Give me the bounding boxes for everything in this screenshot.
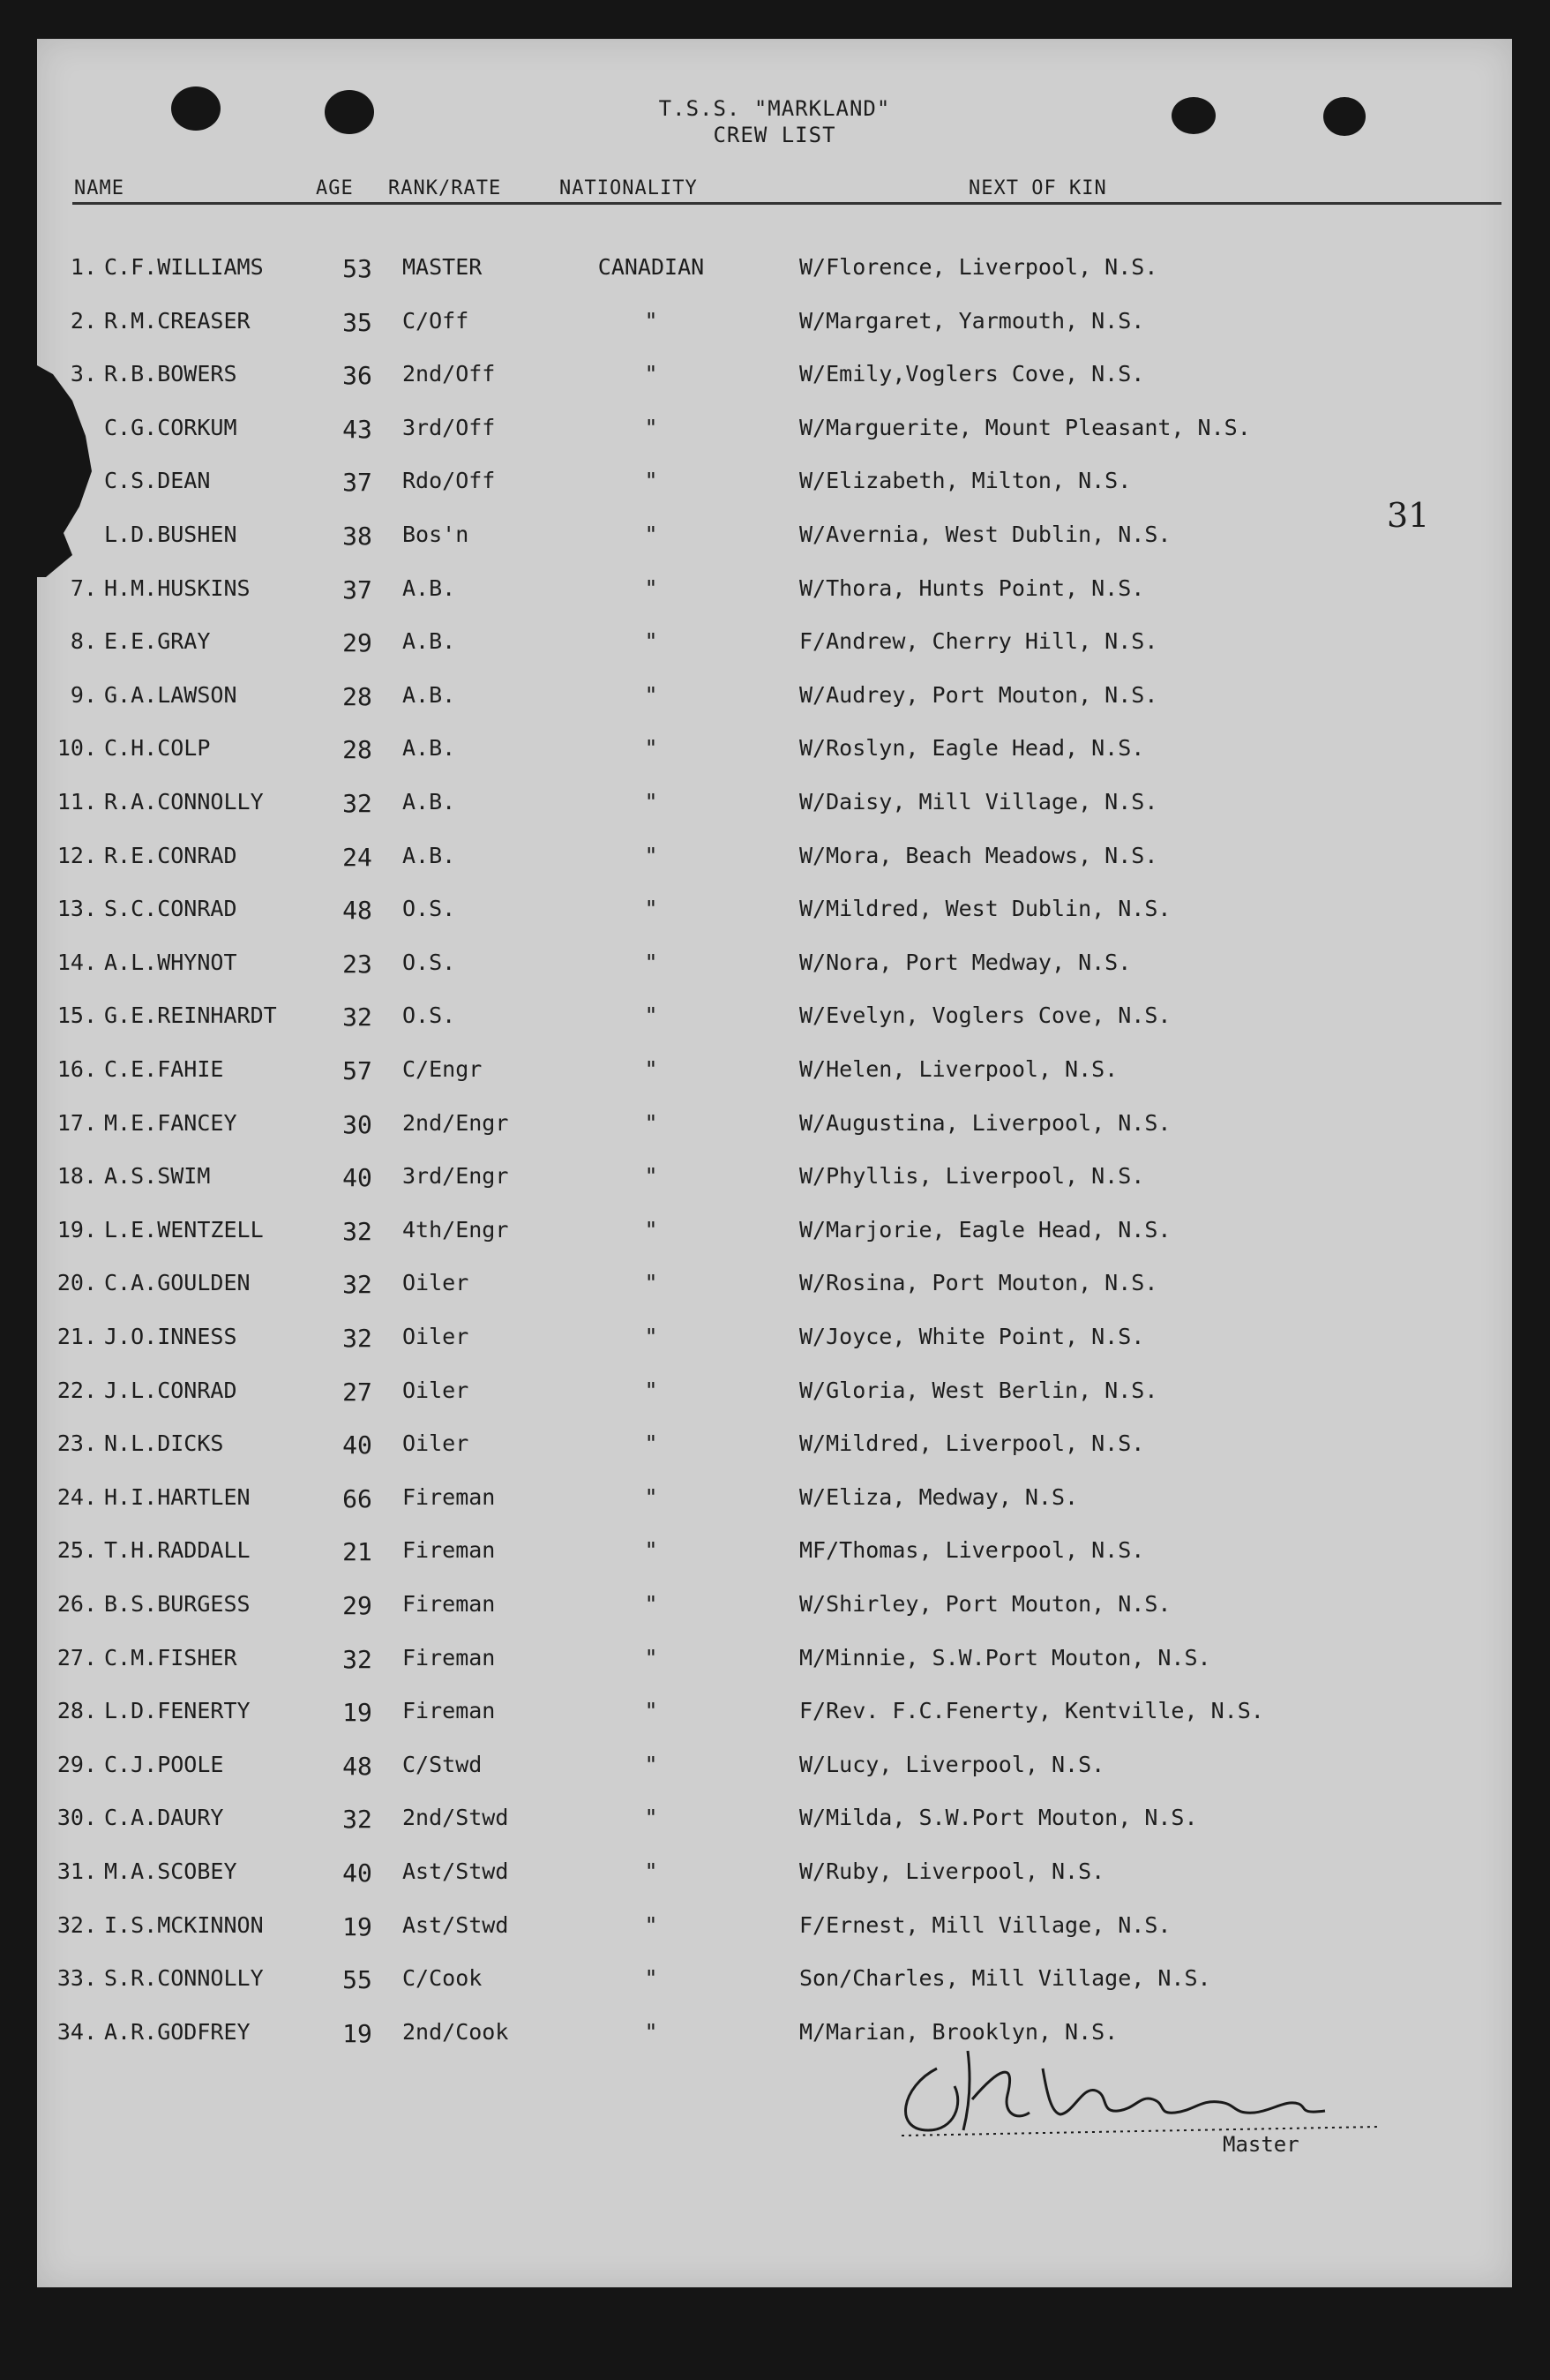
crew-name: E.E.GRAY <box>104 628 211 655</box>
crew-number: 33. <box>56 1965 97 1992</box>
crew-name: C.E.FAHIE <box>104 1056 224 1082</box>
crew-name: G.E.REINHARDT <box>104 1002 277 1029</box>
crew-name: S.C.CONRAD <box>104 896 237 922</box>
crew-age: 32 <box>342 1324 372 1353</box>
crew-nationality: " <box>644 468 658 494</box>
crew-name: A.R.GODFREY <box>104 2018 251 2045</box>
crew-nationality: CANADIAN <box>597 254 705 280</box>
crew-next-of-kin: W/Rosina, Port Mouton, N.S. <box>799 1270 1158 1296</box>
crew-name: S.R.CONNOLLY <box>104 1965 264 1992</box>
crew-list-document <box>37 39 1512 2287</box>
crew-next-of-kin: W/Milda, S.W.Port Mouton, N.S. <box>799 1805 1198 1831</box>
crew-row <box>37 1805 1512 1858</box>
crew-name: L.D.BUSHEN <box>104 522 237 547</box>
crew-row <box>37 682 1512 735</box>
crew-nationality: " <box>644 1751 658 1777</box>
crew-number: 7. <box>70 574 97 601</box>
crew-nationality: " <box>644 1698 658 1724</box>
crew-nationality: " <box>644 681 658 708</box>
crew-number: 18. <box>56 1163 97 1190</box>
crew-age: 32 <box>342 1216 372 1246</box>
crew-rank: Oiler <box>402 1377 469 1403</box>
crew-name: R.B.BOWERS <box>104 361 237 387</box>
crew-rank: Bos'n <box>402 522 469 547</box>
crew-name: C.G.CORKUM <box>104 414 237 440</box>
crew-age: 29 <box>342 628 372 658</box>
crew-row <box>37 1056 1512 1109</box>
crew-age: 40 <box>342 1858 372 1888</box>
crew-next-of-kin: Son/Charles, Mill Village, N.S. <box>799 1965 1211 1992</box>
crew-number: 10. <box>56 735 97 762</box>
crew-number: 22. <box>56 1377 97 1403</box>
crew-number: 28. <box>56 1698 97 1724</box>
crew-nationality: " <box>644 1591 658 1617</box>
crew-age: 32 <box>342 1002 372 1032</box>
crew-row <box>37 1110 1512 1163</box>
crew-next-of-kin: W/Avernia, West Dublin, N.S. <box>799 522 1172 547</box>
crew-next-of-kin: W/Thora, Hunts Point, N.S. <box>799 574 1145 601</box>
crew-next-of-kin: M/Marian, Brooklyn, N.S. <box>799 2018 1119 2045</box>
master-signature <box>884 2016 1413 2157</box>
crew-age: 57 <box>342 1056 372 1085</box>
crew-nationality: " <box>644 1537 658 1564</box>
crew-age: 19 <box>342 1911 372 1941</box>
crew-number: 26. <box>56 1591 97 1617</box>
crew-age: 32 <box>342 789 372 818</box>
crew-next-of-kin: F/Ernest, Mill Village, N.S. <box>799 1911 1172 1938</box>
crew-nationality: " <box>644 1965 658 1992</box>
crew-rank: Oiler <box>402 1270 469 1296</box>
crew-row <box>37 1270 1512 1323</box>
crew-age: 37 <box>342 574 372 604</box>
crew-next-of-kin: W/Eliza, Medway, N.S. <box>799 1483 1079 1510</box>
crew-name: T.H.RADDALL <box>104 1537 251 1564</box>
crew-rank: MASTER <box>402 254 483 280</box>
crew-nationality: " <box>644 522 658 547</box>
crew-number: 34. <box>56 2018 97 2045</box>
crew-next-of-kin: W/Florence, Liverpool, N.S. <box>799 254 1158 280</box>
crew-rank: A.B. <box>402 789 456 815</box>
crew-name: A.L.WHYNOT <box>104 949 237 975</box>
crew-nationality: " <box>644 735 658 762</box>
crew-name: M.E.FANCEY <box>104 1109 237 1136</box>
crew-row <box>37 575 1512 628</box>
crew-rank: C/Stwd <box>402 1751 483 1777</box>
crew-next-of-kin: M/Minnie, S.W.Port Mouton, N.S. <box>799 1644 1211 1671</box>
crew-age: 48 <box>342 1751 372 1781</box>
crew-number: 1. <box>70 254 97 280</box>
crew-rank: 4th/Engr <box>402 1216 509 1243</box>
crew-next-of-kin: W/Mora, Beach Meadows, N.S. <box>799 842 1158 868</box>
crew-age: 53 <box>342 254 372 283</box>
crew-number: 32. <box>56 1911 97 1938</box>
crew-number: 23. <box>56 1430 97 1457</box>
crew-next-of-kin: F/Andrew, Cherry Hill, N.S. <box>799 628 1158 655</box>
crew-rank: 3rd/Engr <box>402 1163 509 1190</box>
crew-row <box>37 1484 1512 1537</box>
crew-nationality: " <box>644 414 658 440</box>
crew-rank: O.S. <box>402 896 456 922</box>
crew-row <box>37 1217 1512 1270</box>
crew-age: 23 <box>342 949 372 979</box>
crew-next-of-kin: W/Audrey, Port Mouton, N.S. <box>799 681 1158 708</box>
column-header-name: NAME <box>74 177 124 199</box>
crew-next-of-kin: W/Elizabeth, Milton, N.S. <box>799 468 1132 494</box>
crew-row <box>37 308 1512 361</box>
crew-number: 21. <box>56 1324 97 1349</box>
crew-rank: A.B. <box>402 628 456 655</box>
crew-name: G.A.LAWSON <box>104 681 237 708</box>
crew-rank: O.S. <box>402 949 456 975</box>
column-header-kin: NEXT OF KIN <box>969 177 1107 199</box>
crew-next-of-kin: W/Mildred, Liverpool, N.S. <box>799 1430 1145 1457</box>
crew-name: J.O.INNESS <box>104 1324 237 1349</box>
crew-next-of-kin: W/Nora, Port Medway, N.S. <box>799 949 1132 975</box>
crew-nationality: " <box>644 628 658 655</box>
crew-rank: Ast/Stwd <box>402 1911 509 1938</box>
crew-name: C.S.DEAN <box>104 468 211 494</box>
crew-rank: C/Cook <box>402 1965 483 1992</box>
crew-nationality: " <box>644 1163 658 1190</box>
crew-next-of-kin: W/Margaret, Yarmouth, N.S. <box>799 307 1145 334</box>
crew-name: C.F.WILLIAMS <box>104 254 264 280</box>
crew-number: 20. <box>56 1270 97 1296</box>
crew-name: R.E.CONRAD <box>104 842 237 868</box>
crew-next-of-kin: W/Phyllis, Liverpool, N.S. <box>799 1163 1145 1190</box>
crew-nationality: " <box>644 1858 658 1884</box>
crew-name: I.S.MCKINNON <box>104 1911 264 1938</box>
crew-next-of-kin: W/Daisy, Mill Village, N.S. <box>799 789 1158 815</box>
crew-age: 21 <box>342 1537 372 1567</box>
crew-next-of-kin: W/Mildred, West Dublin, N.S. <box>799 896 1172 922</box>
crew-row <box>37 896 1512 949</box>
crew-age: 28 <box>342 681 372 711</box>
crew-rank: 2nd/Stwd <box>402 1805 509 1831</box>
crew-nationality: " <box>644 307 658 334</box>
crew-number: 3. <box>70 361 97 387</box>
crew-number: 13. <box>56 896 97 922</box>
crew-number: 2. <box>70 307 97 334</box>
ship-title: T.S.S. "MARKLAND" <box>658 96 891 121</box>
crew-rank: 2nd/Cook <box>402 2018 509 2045</box>
crew-name: C.M.FISHER <box>104 1644 237 1671</box>
crew-age: 28 <box>342 735 372 765</box>
crew-name: C.H.COLP <box>104 735 211 762</box>
crew-row <box>37 1965 1512 2018</box>
crew-name: R.A.CONNOLLY <box>104 789 264 815</box>
crew-next-of-kin: W/Joyce, White Point, N.S. <box>799 1324 1145 1349</box>
crew-age: 40 <box>342 1163 372 1193</box>
crew-row <box>37 415 1512 468</box>
crew-age: 43 <box>342 414 372 444</box>
column-header-rank: RANK/RATE <box>388 177 502 199</box>
crew-nationality: " <box>644 789 658 815</box>
crew-rank: A.B. <box>402 681 456 708</box>
crew-nationality: " <box>644 1911 658 1938</box>
crew-rank: C/Off <box>402 307 469 334</box>
crew-number: 29. <box>56 1751 97 1777</box>
crew-rank: Fireman <box>402 1483 496 1510</box>
crew-row <box>37 1591 1512 1644</box>
crew-row <box>37 1324 1512 1377</box>
crew-rank: Oiler <box>402 1430 469 1457</box>
crew-next-of-kin: W/Marguerite, Mount Pleasant, N.S. <box>799 414 1251 440</box>
crew-name: A.S.SWIM <box>104 1163 211 1190</box>
document-subtitle: CREW LIST <box>713 123 836 147</box>
crew-name: C.A.GOULDEN <box>104 1270 251 1296</box>
crew-nationality: " <box>644 1644 658 1671</box>
crew-age: 48 <box>342 896 372 926</box>
crew-name: C.A.DAURY <box>104 1805 224 1831</box>
crew-nationality: " <box>644 1109 658 1136</box>
crew-nationality: " <box>644 1805 658 1831</box>
crew-number: 31. <box>56 1858 97 1884</box>
crew-age: 36 <box>342 361 372 391</box>
crew-row <box>37 1645 1512 1698</box>
crew-nationality: " <box>644 1002 658 1029</box>
crew-rank: Fireman <box>402 1644 496 1671</box>
crew-row <box>37 843 1512 896</box>
crew-nationality: " <box>644 1270 658 1296</box>
crew-rank: Fireman <box>402 1591 496 1617</box>
crew-next-of-kin: W/Shirley, Port Mouton, N.S. <box>799 1591 1172 1617</box>
crew-row <box>37 1912 1512 1965</box>
crew-rank: Ast/Stwd <box>402 1858 509 1884</box>
crew-rank: 2nd/Engr <box>402 1109 509 1136</box>
crew-row <box>37 1378 1512 1430</box>
crew-nationality: " <box>644 1377 658 1403</box>
crew-number: 25. <box>56 1537 97 1564</box>
crew-next-of-kin: W/Roslyn, Eagle Head, N.S. <box>799 735 1145 762</box>
crew-row <box>37 1002 1512 1055</box>
crew-name: N.L.DICKS <box>104 1430 224 1457</box>
crew-rank: A.B. <box>402 574 456 601</box>
crew-nationality: " <box>644 949 658 975</box>
crew-row <box>37 950 1512 1002</box>
column-header-nationality: NATIONALITY <box>559 177 698 199</box>
crew-number: 14. <box>56 949 97 975</box>
crew-number: 9. <box>70 681 97 708</box>
page-number: 31 <box>1387 496 1430 535</box>
crew-age: 32 <box>342 1805 372 1835</box>
crew-next-of-kin: W/Ruby, Liverpool, N.S. <box>799 1858 1105 1884</box>
crew-number: 17. <box>56 1109 97 1136</box>
crew-nationality: " <box>644 361 658 387</box>
crew-rank: A.B. <box>402 842 456 868</box>
crew-rank: Rdo/Off <box>402 468 496 494</box>
column-header-age: AGE <box>316 177 354 199</box>
crew-name: B.S.BURGESS <box>104 1591 251 1617</box>
crew-row <box>37 1537 1512 1590</box>
crew-rank: 2nd/Off <box>402 361 496 387</box>
crew-next-of-kin: W/Helen, Liverpool, N.S. <box>799 1056 1119 1082</box>
crew-next-of-kin: W/Augustina, Liverpool, N.S. <box>799 1109 1172 1136</box>
crew-number: 15. <box>56 1002 97 1029</box>
crew-name: J.L.CONRAD <box>104 1377 237 1403</box>
crew-row <box>37 254 1512 307</box>
crew-name: R.M.CREASER <box>104 307 251 334</box>
crew-nationality: " <box>644 1056 658 1082</box>
crew-name: H.M.HUSKINS <box>104 574 251 601</box>
crew-row <box>37 1752 1512 1805</box>
crew-name: H.I.HARTLEN <box>104 1483 251 1510</box>
crew-name: M.A.SCOBEY <box>104 1858 237 1884</box>
crew-nationality: " <box>644 1483 658 1510</box>
header-rule <box>72 202 1501 205</box>
crew-number: 24. <box>56 1483 97 1510</box>
crew-name: L.E.WENTZELL <box>104 1216 264 1243</box>
crew-number: 8. <box>70 628 97 655</box>
crew-next-of-kin: MF/Thomas, Liverpool, N.S. <box>799 1537 1145 1564</box>
crew-next-of-kin: W/Marjorie, Eagle Head, N.S. <box>799 1216 1172 1243</box>
crew-row <box>37 468 1512 521</box>
crew-row <box>37 1163 1512 1216</box>
crew-nationality: " <box>644 896 658 922</box>
crew-name: L.D.FENERTY <box>104 1698 251 1724</box>
crew-age: 38 <box>342 522 372 551</box>
crew-row <box>37 522 1512 574</box>
crew-number: 11. <box>56 789 97 815</box>
crew-row <box>37 735 1512 788</box>
crew-age: 24 <box>342 842 372 872</box>
crew-rank: O.S. <box>402 1002 456 1029</box>
crew-age: 32 <box>342 1270 372 1300</box>
crew-rank: 3rd/Off <box>402 414 496 440</box>
crew-rank: Fireman <box>402 1537 496 1564</box>
signature-role-label: Master <box>1223 2132 1299 2157</box>
crew-number: 30. <box>56 1805 97 1831</box>
crew-row <box>37 361 1512 414</box>
crew-age: 55 <box>342 1965 372 1995</box>
crew-rank: Oiler <box>402 1324 469 1349</box>
crew-number: 19. <box>56 1216 97 1243</box>
crew-next-of-kin: W/Lucy, Liverpool, N.S. <box>799 1751 1105 1777</box>
crew-age: 30 <box>342 1109 372 1139</box>
crew-next-of-kin: W/Evelyn, Voglers Cove, N.S. <box>799 1002 1172 1029</box>
crew-age: 35 <box>342 307 372 337</box>
crew-nationality: " <box>644 2018 658 2045</box>
crew-age: 29 <box>342 1591 372 1620</box>
crew-name: C.J.POOLE <box>104 1751 224 1777</box>
crew-row <box>37 1430 1512 1483</box>
crew-age: 37 <box>342 468 372 498</box>
crew-next-of-kin: W/Gloria, West Berlin, N.S. <box>799 1377 1158 1403</box>
crew-number: 27. <box>56 1644 97 1671</box>
crew-age: 27 <box>342 1377 372 1407</box>
crew-rank: A.B. <box>402 735 456 762</box>
crew-next-of-kin: F/Rev. F.C.Fenerty, Kentville, N.S. <box>799 1698 1264 1724</box>
crew-next-of-kin: W/Emily,Voglers Cove, N.S. <box>799 361 1145 387</box>
crew-nationality: " <box>644 1216 658 1243</box>
crew-age: 32 <box>342 1644 372 1674</box>
crew-age: 40 <box>342 1430 372 1460</box>
crew-age: 19 <box>342 2018 372 2048</box>
crew-row <box>37 1858 1512 1911</box>
crew-nationality: " <box>644 842 658 868</box>
crew-age: 66 <box>342 1483 372 1513</box>
crew-age: 19 <box>342 1698 372 1728</box>
crew-number: 12. <box>56 842 97 868</box>
crew-rank: C/Engr <box>402 1056 483 1082</box>
crew-nationality: " <box>644 1430 658 1457</box>
crew-nationality: " <box>644 574 658 601</box>
crew-row <box>37 789 1512 842</box>
crew-rank: Fireman <box>402 1698 496 1724</box>
crew-nationality: " <box>644 1324 658 1349</box>
crew-row <box>37 1698 1512 1751</box>
crew-number: 16. <box>56 1056 97 1082</box>
crew-row <box>37 628 1512 681</box>
